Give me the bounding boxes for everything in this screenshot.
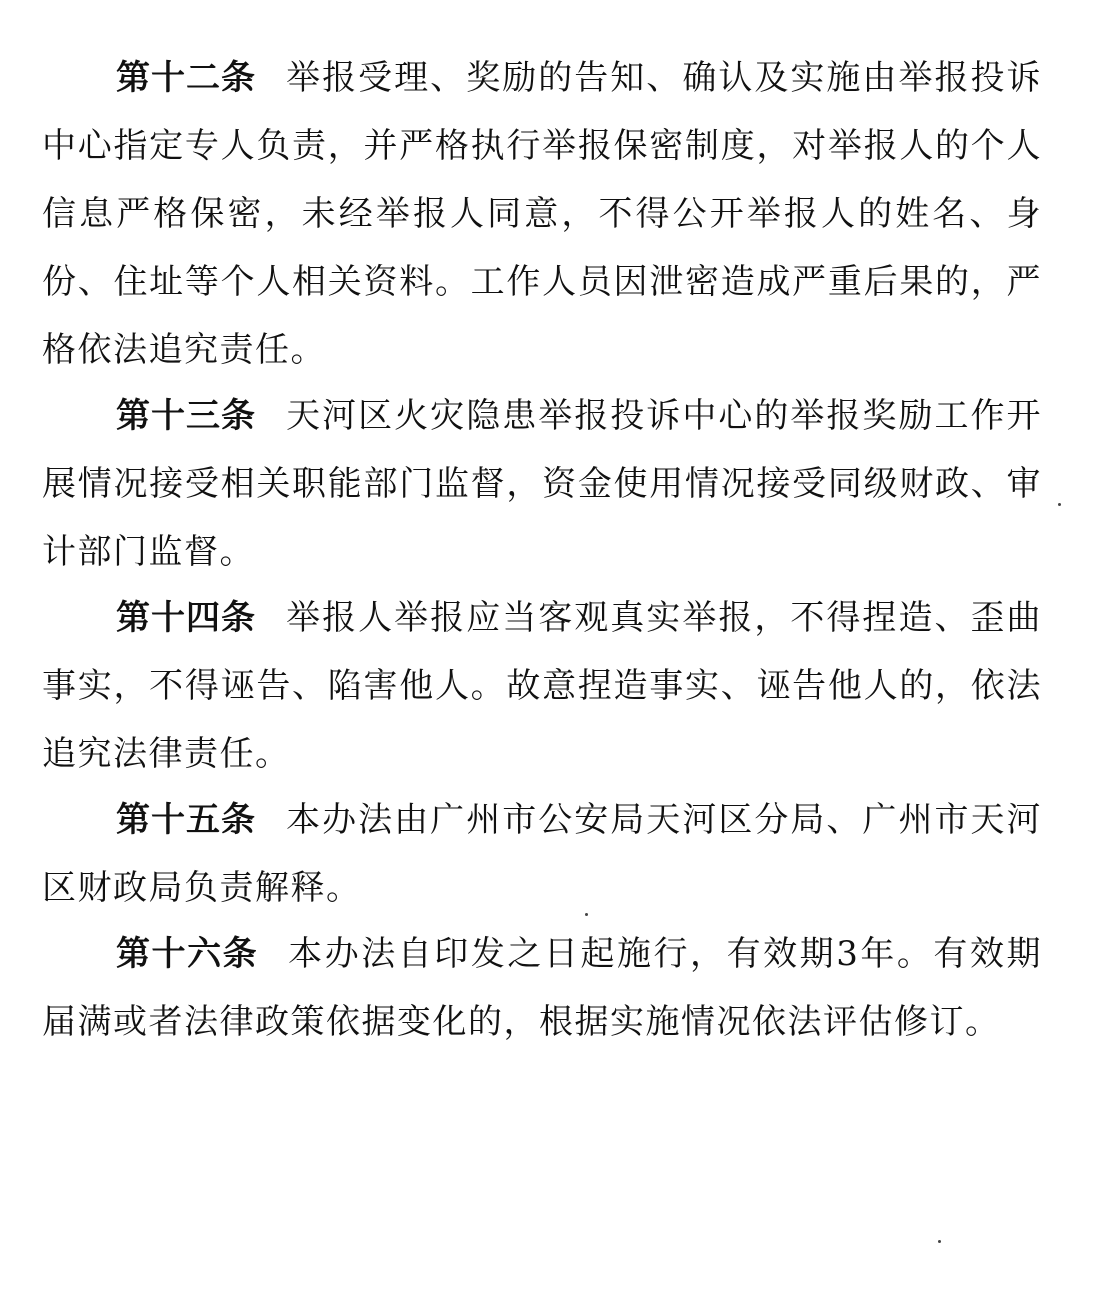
article-text: 举报人举报应当客观真实举报，不得捏造、歪曲事实，不得诬告、陷害他人。故意捏造事实、诬告他人的，依法追究法律责任。 xyxy=(42,598,1043,774)
article-number: 第十六条 xyxy=(116,934,259,974)
article-text: 举报受理、奖励的告知、确认及实施由举报投诉中心指定专人负责，并严格执行举报保密制度，对举报人的个人信息严格保密，未经举报人同意，不得公开举报人的姓名、身份、住址等个人相关资料。工作人员因泄密造成严重后果的，严格依法追究责任。 xyxy=(42,58,1043,370)
article-16 xyxy=(42,920,1042,1056)
scan-speck xyxy=(1058,503,1061,506)
article-text: 本办法由广州市公安局天河区分局、广州市天河区财政局负责解释。 xyxy=(42,800,1043,908)
article-number: 第十五条 xyxy=(116,800,257,840)
article-13 xyxy=(42,382,1042,586)
article-text: 天河区火灾隐患举报投诉中心的举报奖励工作开展情况接受相关职能部门监督，资金使用情况接受同级财政、审计部门监督。 xyxy=(42,396,1043,572)
article-number: 第十四条 xyxy=(116,598,257,638)
article-text: 本办法自印发之日起施行，有效期3年。有效期届满或者法律政策依据变化的，根据实施情况依法评估修订。 xyxy=(42,934,1043,1042)
article-number: 第十三条 xyxy=(116,396,257,436)
scan-speck xyxy=(585,913,588,916)
article-12 xyxy=(42,44,1042,384)
article-15 xyxy=(42,786,1042,922)
article-14 xyxy=(42,584,1042,788)
scan-speck xyxy=(938,1240,941,1243)
article-number: 第十二条 xyxy=(116,58,257,98)
